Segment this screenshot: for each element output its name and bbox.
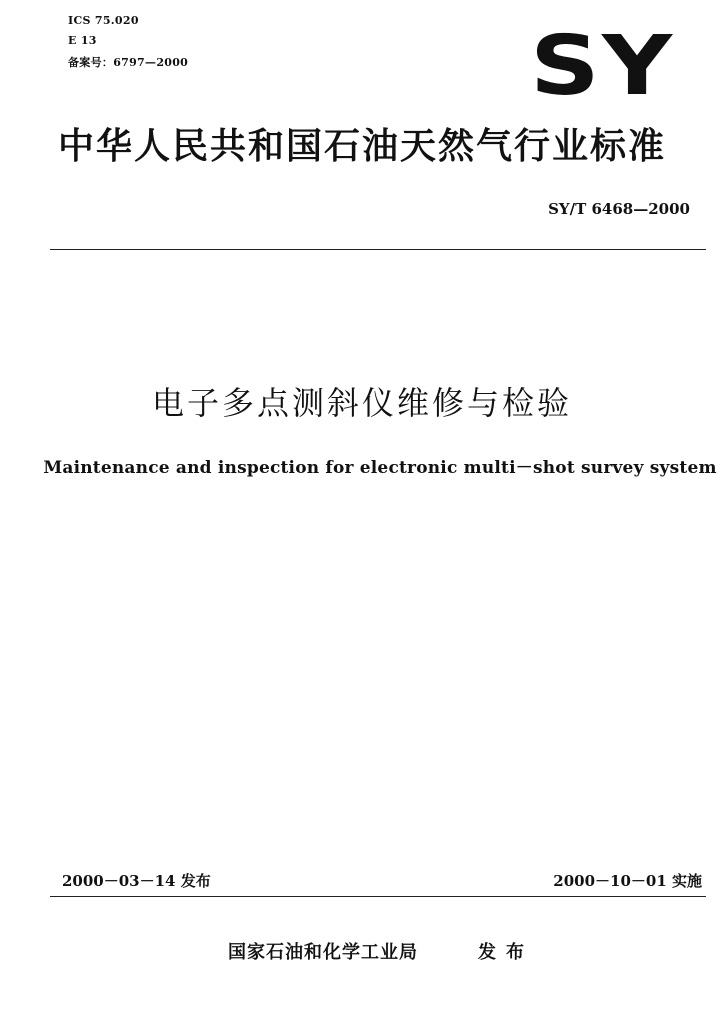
standard-code: SY/T 6468—2000 [548,200,690,218]
ics-code: ICS 75.020 [68,14,139,27]
publisher: 国家石油和化学工业局 [228,942,418,963]
publish-label: 发布 [478,942,534,963]
bottom-divider [50,896,706,897]
english-title: Maintenance and inspection for electronic multi－shot survey system [43,458,717,478]
sy-logo: SY [530,19,675,114]
chinese-title: 电子多点测斜仪维修与检验 [151,384,572,422]
record-number: 备案号：6797—2000 [68,56,189,69]
organization-title: 中华人民共和国石油天然气行业标准 [57,126,666,167]
top-divider [50,249,706,250]
effective-date: 2000－10－01 实施 [553,872,702,890]
classification-code: E 13 [68,34,97,47]
issue-date: 2000－03－14 发布 [62,872,211,890]
